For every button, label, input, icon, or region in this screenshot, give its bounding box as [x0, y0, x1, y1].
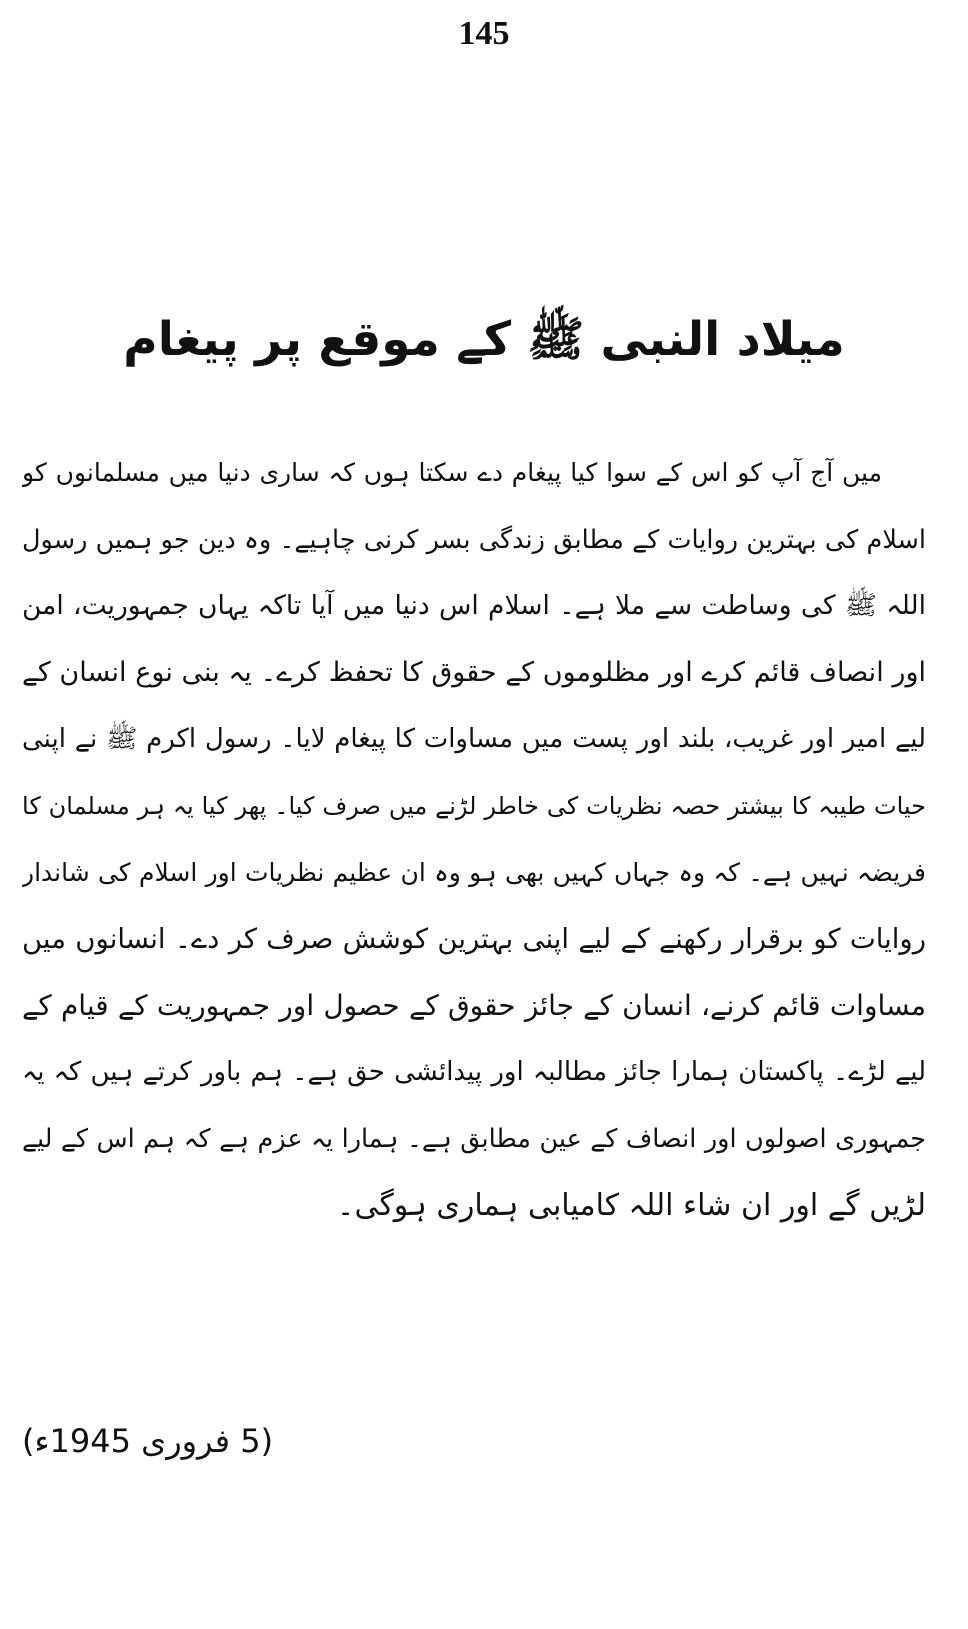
text-line: اسلام کی بہترین روایات کے مطابق زندگی بسر کرنی چاہیے۔ وہ دین جو ہمیں رسول — [22, 524, 926, 555]
text-line: فریضہ نہیں ہے۔ کہ وہ جہاں کہیں بھی ہو وہ ان عظیم نظریات اور اسلام کی شاندار — [22, 857, 926, 887]
date-text: (5 فروری 1945ء) — [22, 1422, 274, 1460]
text-line: اور انصاف قائم کرے اور مظلوموں کے حقوق کا تحفظ کرے۔ یہ بنی نوع انسان کے — [22, 656, 926, 688]
text-line: حیات طیبہ کا بیشتر حصہ نظریات کی خاطر لڑنے میں صرف کیا۔ پھر کیا یہ ہر مسلمان کا — [22, 791, 926, 820]
text-line: لیے امیر اور غریب، بلند اور پست میں مساوات کا پیغام لایا۔ رسول اکرم ﷺ نے اپنی — [22, 724, 926, 755]
text-line: مساوات قائم کرنے، انسان کے جائز حقوق کے حصول اور جمہوریت کے قیام کے — [22, 988, 926, 1022]
text-line: روایات کو برقرار رکھنے کے لیے اپنی بہترین کوشش صرف کر دے۔ انسانوں میں — [22, 923, 926, 956]
text-line: میں آج آپ کو اس کے سوا کیا پیغام دے سکتا ہوں کہ ساری دنیا میں مسلمانوں کو — [22, 458, 882, 487]
body-paragraph — [22, 440, 926, 1239]
text-line: جمہوری اصولوں اور انصاف کے عین مطابق ہے۔ ہمارا یہ عزم ہے کہ ہم اس کے لیے — [22, 1123, 926, 1154]
text-line: لیے لڑے۔ پاکستان ہمارا جائز مطالبہ اور پیدائشی حق ہے۔ ہم باور کرتے ہیں کہ یہ — [22, 1057, 926, 1088]
date-stamp — [22, 1418, 282, 1464]
text-line: لڑیں گے اور ان شاء اللہ کامیابی ہماری ہوگی۔ — [336, 1187, 926, 1223]
text-line: اللہ ﷺ کی وساطت سے ملا ہے۔ اسلام اس دنیا میں آیا تاکہ یہاں جمہوریت، امن — [22, 590, 926, 622]
page-number: 145 — [458, 15, 510, 52]
page-title: میلاد النبی ﷺ کے موقع پر پیغام — [123, 312, 845, 367]
